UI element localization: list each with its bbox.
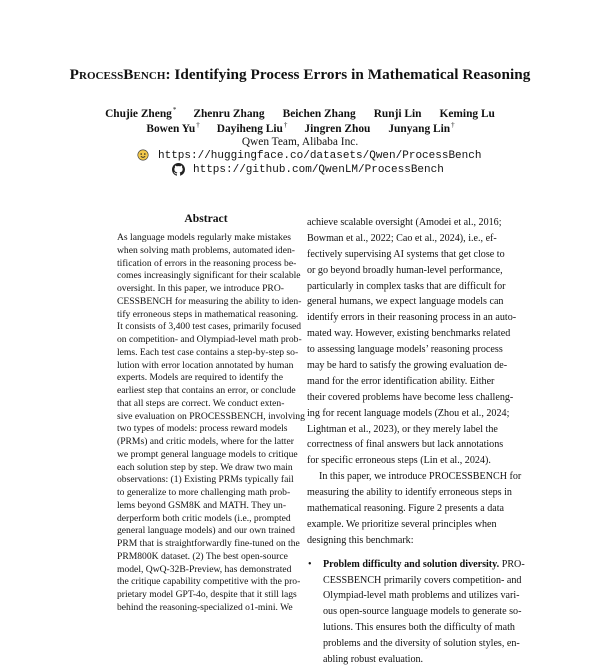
title-rest: : Identifying Process Errors in Mathematical Reasoning	[165, 66, 531, 83]
spacer	[307, 549, 487, 557]
author-name: Junyang Lin	[388, 122, 451, 135]
body-line: particularly in complex tasks that are difficult for	[307, 280, 506, 292]
abstract-line: PRM800K dataset. (2) The best open-source	[117, 550, 288, 562]
body-line: mathematical reasoning. Figure 2 presents a data	[307, 503, 505, 515]
bullet-line: ous open-source language models to generate so-	[323, 606, 522, 618]
body-line: identify errors in their reasoning process in an auto-	[307, 312, 517, 324]
abstract-line: It consists of 3,400 test cases, primarily focused	[117, 321, 302, 333]
author-mark: †	[283, 121, 288, 129]
body-line: In this paper, we introduce PROCESSBENCH for	[319, 471, 522, 483]
body-line: or go beyond broadly human-level performance,	[307, 264, 503, 276]
body-line: general humans, we expect language models can	[307, 296, 504, 308]
github-repo-link[interactable]: https://github.com/QwenLM/ProcessBench	[193, 164, 444, 176]
bullet-line: Olympiad-level math problems and utilizes vari-	[323, 590, 520, 602]
abstract-line: PRM that is straightforwardly fine-tuned on the	[117, 538, 300, 549]
body-line: designing this benchmark:	[307, 534, 414, 546]
author-list-row-1	[0, 106, 600, 120]
bullet-lead-tail: PRO-	[499, 558, 525, 570]
body-line: their covered problems have become less challeng-	[307, 391, 514, 403]
body-line: example. We prioritize several principles when	[307, 518, 497, 530]
author-name: Beichen Zhang	[282, 107, 356, 120]
abstract-line: behind the reasoning-specialized o1-mini. We	[117, 601, 293, 613]
abstract-line: when solving math problems, automated iden-	[117, 244, 295, 256]
bullet-line: lutions. This ensures both the difficulty of math	[323, 622, 515, 634]
body-line: to assessing language models’ reasoning process	[307, 344, 503, 356]
abstract-line: the critique capability competitive with the pro-	[117, 576, 301, 588]
bullet-line: problems and the diversity of solution styles, en-	[323, 638, 520, 650]
body-line: Lightman et al., 2023), or they merely label the	[307, 423, 498, 435]
abstract-line: lution with error location annotated by human	[117, 359, 294, 371]
body-line: mated way. However, existing benchmarks related	[307, 328, 511, 340]
bullet-lead: Problem difficulty and solution diversity.	[323, 558, 500, 570]
author-name: Chujie Zheng	[105, 107, 172, 120]
author-mark: †	[451, 121, 455, 129]
author-name: Keming Lu	[439, 107, 495, 120]
abstract-line: As language models regularly make mistakes	[117, 232, 291, 243]
abstract-line: experts. Models are required to identify the	[117, 372, 283, 384]
abstract-line: derperform both critic models (i.e., prompted	[117, 512, 291, 524]
abstract-line: comes increasingly significant for their scalable	[117, 270, 301, 282]
body-line: may be hard to satisfy the growing evaluation de-	[307, 360, 508, 372]
abstract-line: each solution step by step. We draw two main	[117, 461, 293, 473]
abstract-line: earliest step that contains an error, or conclude	[117, 385, 296, 396]
author-name: Dayiheng Liu	[216, 122, 283, 135]
body-line: Bowman et al., 2022; Cao et al., 2024), i.e., ef-	[307, 232, 497, 244]
abstract-line: on competition- and Olympiad-level math prob-	[117, 334, 302, 345]
author-name: Bowen Yu	[146, 122, 196, 135]
bullet-line: CESSBENCH primarily covers competition- and	[323, 574, 522, 586]
paper-title	[0, 66, 600, 84]
abstract-line: oversight. In this paper, we introduce PRO-	[117, 283, 284, 294]
author-name: Runji Lin	[373, 107, 422, 120]
abstract-line: CESSBENCH for measuring the ability to iden-	[117, 295, 302, 307]
author-name: Zhenru Zhang	[193, 107, 265, 120]
bullet-item-lead-line	[307, 557, 525, 573]
abstract-line: (PRMs) and critic models, where for the latter	[117, 436, 294, 447]
body-line: fectively supervising AI systems that get close to	[307, 248, 505, 260]
abstract-line: general language models) and our own trained	[117, 525, 295, 537]
body-line: achieve scalable oversight (Amodei et al., 2016;	[307, 217, 502, 228]
abstract-line: observations: (1) Existing PRMs typically fail	[117, 474, 294, 486]
github-icon	[172, 163, 185, 176]
author-mark: *	[172, 106, 177, 114]
author-mark: †	[196, 121, 200, 129]
abstract-heading: Abstract	[184, 212, 228, 225]
abstract-line: two types of models: process reward models	[117, 423, 288, 435]
author-name: Jingren Zhou	[304, 122, 371, 135]
abstract-line: tification of errors in the reasoning process be-	[117, 257, 297, 269]
body-line: for specific erroneous steps (Lin et al., 2024).	[307, 455, 491, 467]
abstract-line: lems beyond GSM8K and MATH. They un-	[117, 499, 287, 511]
body-line: ing for recent language models (Zhou et al., 2024;	[307, 407, 510, 419]
body-line: correctness of final answers but lack annotations	[307, 439, 504, 451]
abstract-line: model, QwQ-32B-Preview, has demonstrated	[117, 563, 292, 575]
abstract-line: prietary model GPT-4o, despite that it still lags	[117, 589, 297, 600]
bullet-dot: •	[308, 558, 312, 570]
huggingface-icon	[137, 149, 149, 161]
abstract-line: tify erroneous steps in mathematical reasoning.	[117, 308, 299, 320]
body-line: mand for the error identification ability. Either	[307, 375, 495, 387]
title-benchmark-name: ProcessBench	[69, 66, 166, 83]
abstract-line: we prompt general language models to critique	[117, 448, 298, 460]
abstract-line: to generalize to more challenging math prob-	[117, 487, 291, 498]
abstract-line: that all steps are correct. We conduct exten-	[117, 397, 285, 409]
body-line: measuring the ability to identify erroneous steps in	[307, 487, 512, 499]
abstract-line: sive evaluation on PROCESSBENCH, involving	[117, 410, 305, 422]
affiliation: Qwen Team, Alibaba Inc.	[241, 136, 359, 148]
huggingface-dataset-link[interactable]: https://huggingface.co/datasets/Qwen/ProcessBench	[158, 150, 482, 162]
abstract-line: lems. Each test case contains a step-by-step so-	[117, 346, 299, 358]
author-list-row-2	[0, 121, 600, 135]
abstract-body	[117, 232, 305, 615]
bullet-line: abling robust evaluation.	[323, 654, 424, 666]
